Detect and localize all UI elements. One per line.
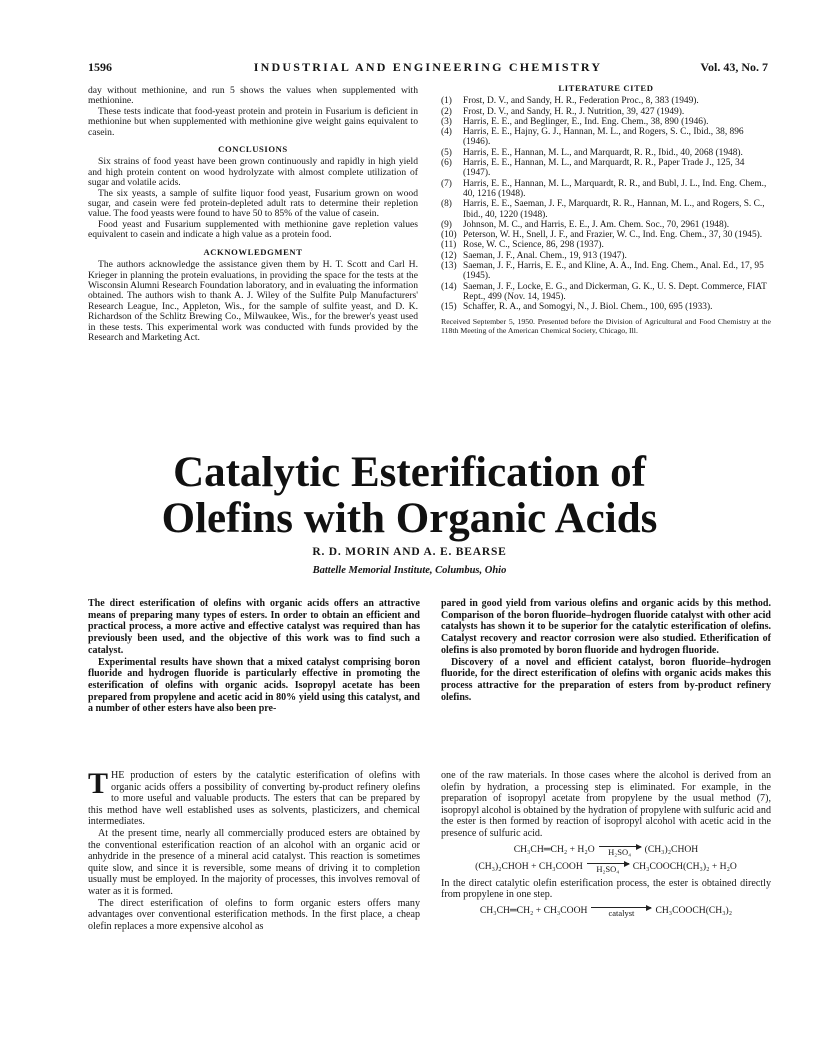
article-title-line-1: Catalytic Esterification of: [173, 449, 646, 496]
reference-text: Harris, E. E., and Beglinger, E., Ind. Eng. Chem., 38, 890 (1946).: [463, 116, 709, 127]
paragraph: In the direct catalytic olefin esterification process, the ester is obtained directly from propylene in one step.: [441, 877, 771, 901]
reference-text: Rose, W. C., Science, 86, 298 (1937).: [463, 240, 604, 251]
reference-number: (14): [441, 281, 457, 292]
running-header: [88, 60, 768, 76]
body-left-column: [88, 767, 420, 932]
reference-text: Saeman, J. F., Anal. Chem., 19, 913 (1947).: [463, 250, 627, 261]
reference-number: (3): [441, 116, 452, 127]
reference-number: (2): [441, 106, 452, 117]
abstract-left: [88, 598, 420, 715]
reference-number: (12): [441, 250, 457, 261]
abstract-paragraph: pared in good yield from various olefins and organic acids by this method. Comparison of the boron fluoride–hydrogen fluoride catalyst with other acid catalysts has shown it to be superior for the catalytic esterification of olefins. Catalyst recovery and reactor corrosion were also studied. Etherification of olefins is also promoted by boron fluoride and hydrogen fluoride.: [441, 598, 771, 656]
reference-text: Saeman, J. F., Harris, E. E., and Kline, A. A., Ind. Eng. Chem., Anal. Ed., 17, 95 (1945).: [463, 261, 764, 282]
reference-item: [441, 282, 771, 303]
reference-item: [441, 158, 771, 179]
literature-heading: LITERATURE CITED: [558, 83, 654, 93]
eq-reactants: CH₃CH═CH₂ + CH₃COOH: [479, 905, 588, 917]
body-right-column: [441, 770, 771, 922]
reference-item: [441, 261, 771, 282]
abstract-paragraph: Discovery of a novel and efficient catalyst, boron fluoride–hydrogen fluoride, for the direct esterification of olefins with organic acids makes this process attractive for the preparation of esters from by-product refinery olefins.: [441, 656, 771, 703]
reaction-arrow: [591, 905, 651, 918]
reference-number: (15): [441, 302, 457, 313]
reference-text: Peterson, W. H., Snell, J. F., and Frazier, W. C., Ind. Eng. Chem., 37, 30 (1945).: [463, 230, 763, 241]
abstract-paragraph: The direct esterification of olefins with organic acids offers an attractive means of preparing many types of esters. In order to obtain an efficient and practical process, a more active and effective catalyst was required than has previously been used, and the objective of this work was to find such a catalyst.: [88, 598, 420, 656]
reference-item: [441, 240, 771, 250]
authors: R. D. MORIN AND A. E. BEARSE: [312, 546, 507, 558]
paragraph: HE production of esters by the catalytic esterification of olefins with organic acids offers a possibility of converting by-product refinery olefins to more useful and valuable products. The esters that can be prepared by this method have well established uses as solvents, plasticizers, and chemical intermediates.: [88, 770, 420, 828]
catalyst-label: catalyst: [608, 907, 635, 918]
received-note: Received September 5, 1950. Presented before the Division of Agricultural and Food Chemistry at the 118th Meeting of the American Chemical Society, Chicago, Ill.: [441, 316, 771, 335]
equation-2: [441, 861, 771, 874]
eq-products: (CH₃)₂CHOH: [644, 844, 699, 856]
reference-item: [441, 107, 771, 117]
reference-text: Harris, E. E., Saeman, J. F., Marquardt, R. R., Hannan, M. L., and Rogers, S. C., Ibid., 40, 1220 (1948).: [463, 199, 765, 220]
reference-number: (11): [441, 240, 457, 251]
eq-products: CH₃COOCH(CH₃)₂ + H₂O: [632, 861, 737, 873]
reference-number: (7): [441, 178, 452, 189]
reference-number: (9): [441, 219, 452, 230]
affiliation: Battelle Memorial Institute, Columbus, Ohio: [312, 565, 507, 576]
reaction-arrow: [587, 861, 629, 874]
conclusions-heading: CONCLUSIONS: [218, 144, 288, 155]
eq-products: CH₃COOCH(CH₃)₂: [655, 905, 733, 917]
page-number: 1596: [88, 60, 112, 74]
reference-number: (1): [441, 96, 452, 107]
reference-text: Harris, E. E., Hajny, G. J., Hannan, M. L., and Rogers, S. C., Ibid., 38, 896 (1946).: [463, 127, 744, 148]
previous-article-column: [88, 86, 418, 343]
reference-number: (5): [441, 147, 452, 158]
paragraph: Food yeast and Fusarium supplemented with methionine gave repletion values equivalent to casein and indicate a high value as a protein food.: [88, 218, 418, 241]
reference-item: [441, 127, 771, 148]
reference-item: [441, 148, 771, 158]
literature-cited: [441, 83, 771, 335]
reference-number: (13): [441, 261, 457, 272]
reference-text: Saeman, J. F., Locke, E. G., and Dickerman, G. K., U. S. Dept. Commerce, FIAT Rept., 499 (Nov. 14, 1945).: [463, 281, 767, 302]
equation-1: [441, 844, 771, 857]
reference-text: Harris, E. E., Hannan, M. L., and Marquardt, R. R., Ibid., 40, 2068 (1948).: [463, 147, 743, 158]
reference-item: [441, 302, 771, 312]
catalyst-label: H₂SO₄: [608, 846, 632, 857]
reference-item: [441, 179, 771, 200]
reference-item: [441, 96, 771, 106]
reference-item: [441, 220, 771, 230]
reference-text: Harris, E. E., Hannan, M. L., Marquardt, R. R., and Bubl, J. L., Ind. Eng. Chem., 40, 1216 (1948).: [463, 178, 767, 199]
eq-reactants: CH₃CH═CH₂ + H₂O: [513, 844, 595, 856]
journal-title: INDUSTRIAL AND ENGINEERING CHEMISTRY: [253, 60, 603, 74]
acknowledgment-heading: ACKNOWLEDGMENT: [203, 246, 303, 257]
eq-reactants: (CH₃)₂CHOH + CH₃COOH: [475, 861, 583, 873]
paragraph: one of the raw materials. In those cases where the alcohol is derived from an olefin by hydration, a processing step is eliminated. For example, in the preparation of isopropyl acetate from propylene by the usual method (7), isopropyl alcohol is obtained by the hydration of propylene with sulfuric acid and the ester is then formed by reaction of isopropyl alcohol with acetic acid in the presence of sulfuric acid.: [441, 770, 771, 839]
drop-cap: T: [88, 767, 109, 800]
volume-issue: Vol. 43, No. 7: [700, 60, 768, 74]
reference-item: [441, 117, 771, 127]
abstract-right: [441, 598, 771, 703]
paragraph: The six yeasts, a sample of sulfite liquor food yeast, Fusarium grown on wood sugar, and casein were fed protein-depleted adult rats to determine their repletion value. The food yeasts were found to have 50 to 85% of the value of casein.: [88, 187, 418, 220]
reference-text: Johnson, M. C., and Harris, E. E., J. Am. Chem. Soc., 70, 2961 (1948).: [463, 219, 730, 230]
reference-text: Frost, D. V., and Sandy, H. R., Federation Proc., 8, 383 (1949).: [463, 96, 699, 107]
catalyst-label: H₂SO₄: [596, 863, 620, 874]
reference-number: (10): [441, 230, 457, 241]
reference-text: Harris, E. E., Hannan, M. L., and Marquardt, R. R., Paper Trade J., 125, 34 (1947).: [463, 158, 745, 179]
reference-list: [441, 96, 771, 312]
paragraph: day without methionine, and run 5 shows the values when supplemented with methionine.: [88, 85, 418, 107]
paragraph: The direct esterification of olefins to form organic esters offers many advantages over conventional esterification methods. In the first place, a cheap olefin replaces a more expensive alcohol as: [88, 897, 420, 932]
reference-number: (8): [441, 199, 452, 210]
reference-item: [441, 251, 771, 261]
reference-item: [441, 199, 771, 220]
paragraph: At the present time, nearly all commercially produced esters are obtained by the conventional esterification reaction of an alcohol with an organic acid or anhydride in the presence of a mineral acid catalyst. This reaction is sometimes quite slow, and since it is reversible, some means of driving it to completion usually must be employed. In the majority of processes, this involves removal of water as it is formed.: [88, 827, 420, 897]
reference-text: Frost, D. V., and Sandy, H. R., J. Nutrition, 39, 427 (1949).: [463, 106, 685, 117]
reference-text: Schaffer, R. A., and Somogyi, N., J. Biol. Chem., 100, 695 (1933).: [463, 302, 713, 313]
reference-number: (4): [441, 127, 452, 138]
paragraph: These tests indicate that food-yeast protein and protein in Fusarium is deficient in methionine but when supplemented with methionine give weight gains equivalent to casein.: [88, 105, 418, 138]
reference-item: [441, 230, 771, 240]
paragraph: The authors acknowledge the assistance given them by H. T. Scott and Carl H. Krieger in planning the protein evaluations, in providing the space for the tests at the Wisconsin Alumni Research Foundation laboratory, and in evaluating the information obtained. The authors wish to thank A. J. Wiley of the Sulfite Pulp Manufacturers' Research League, Inc., Appleton, Wis., for the sample of sulfite yeast, and D. K. Richardson of the Schlitz Brewing Co., Milwaukee, Wis., for the brewer's yeast used in these tests. This experimental work was conducted with funds provided by the Research and Marketing Act.: [88, 259, 418, 343]
abstract-paragraph: Experimental results have shown that a mixed catalyst comprising boron fluoride and hydrogen fluoride is particularly effective in promoting the esterification of olefins with organic acids. Isopropyl acetate has been prepared from propylene and acetic acid in 80% yield using this catalyst, and a number of other esters have also been pre-: [88, 656, 420, 715]
reference-number: (6): [441, 158, 452, 169]
reaction-arrow: [599, 844, 641, 857]
article-title-line-2: Olefins with Organic Acids: [161, 495, 658, 542]
equation-3: [441, 905, 771, 918]
paragraph: Six strains of food yeast have been grown continuously and rapidly in high yield and high protein content on wood hydrolyzate with almost complete utilization of sugar and volatile acids.: [88, 156, 418, 189]
